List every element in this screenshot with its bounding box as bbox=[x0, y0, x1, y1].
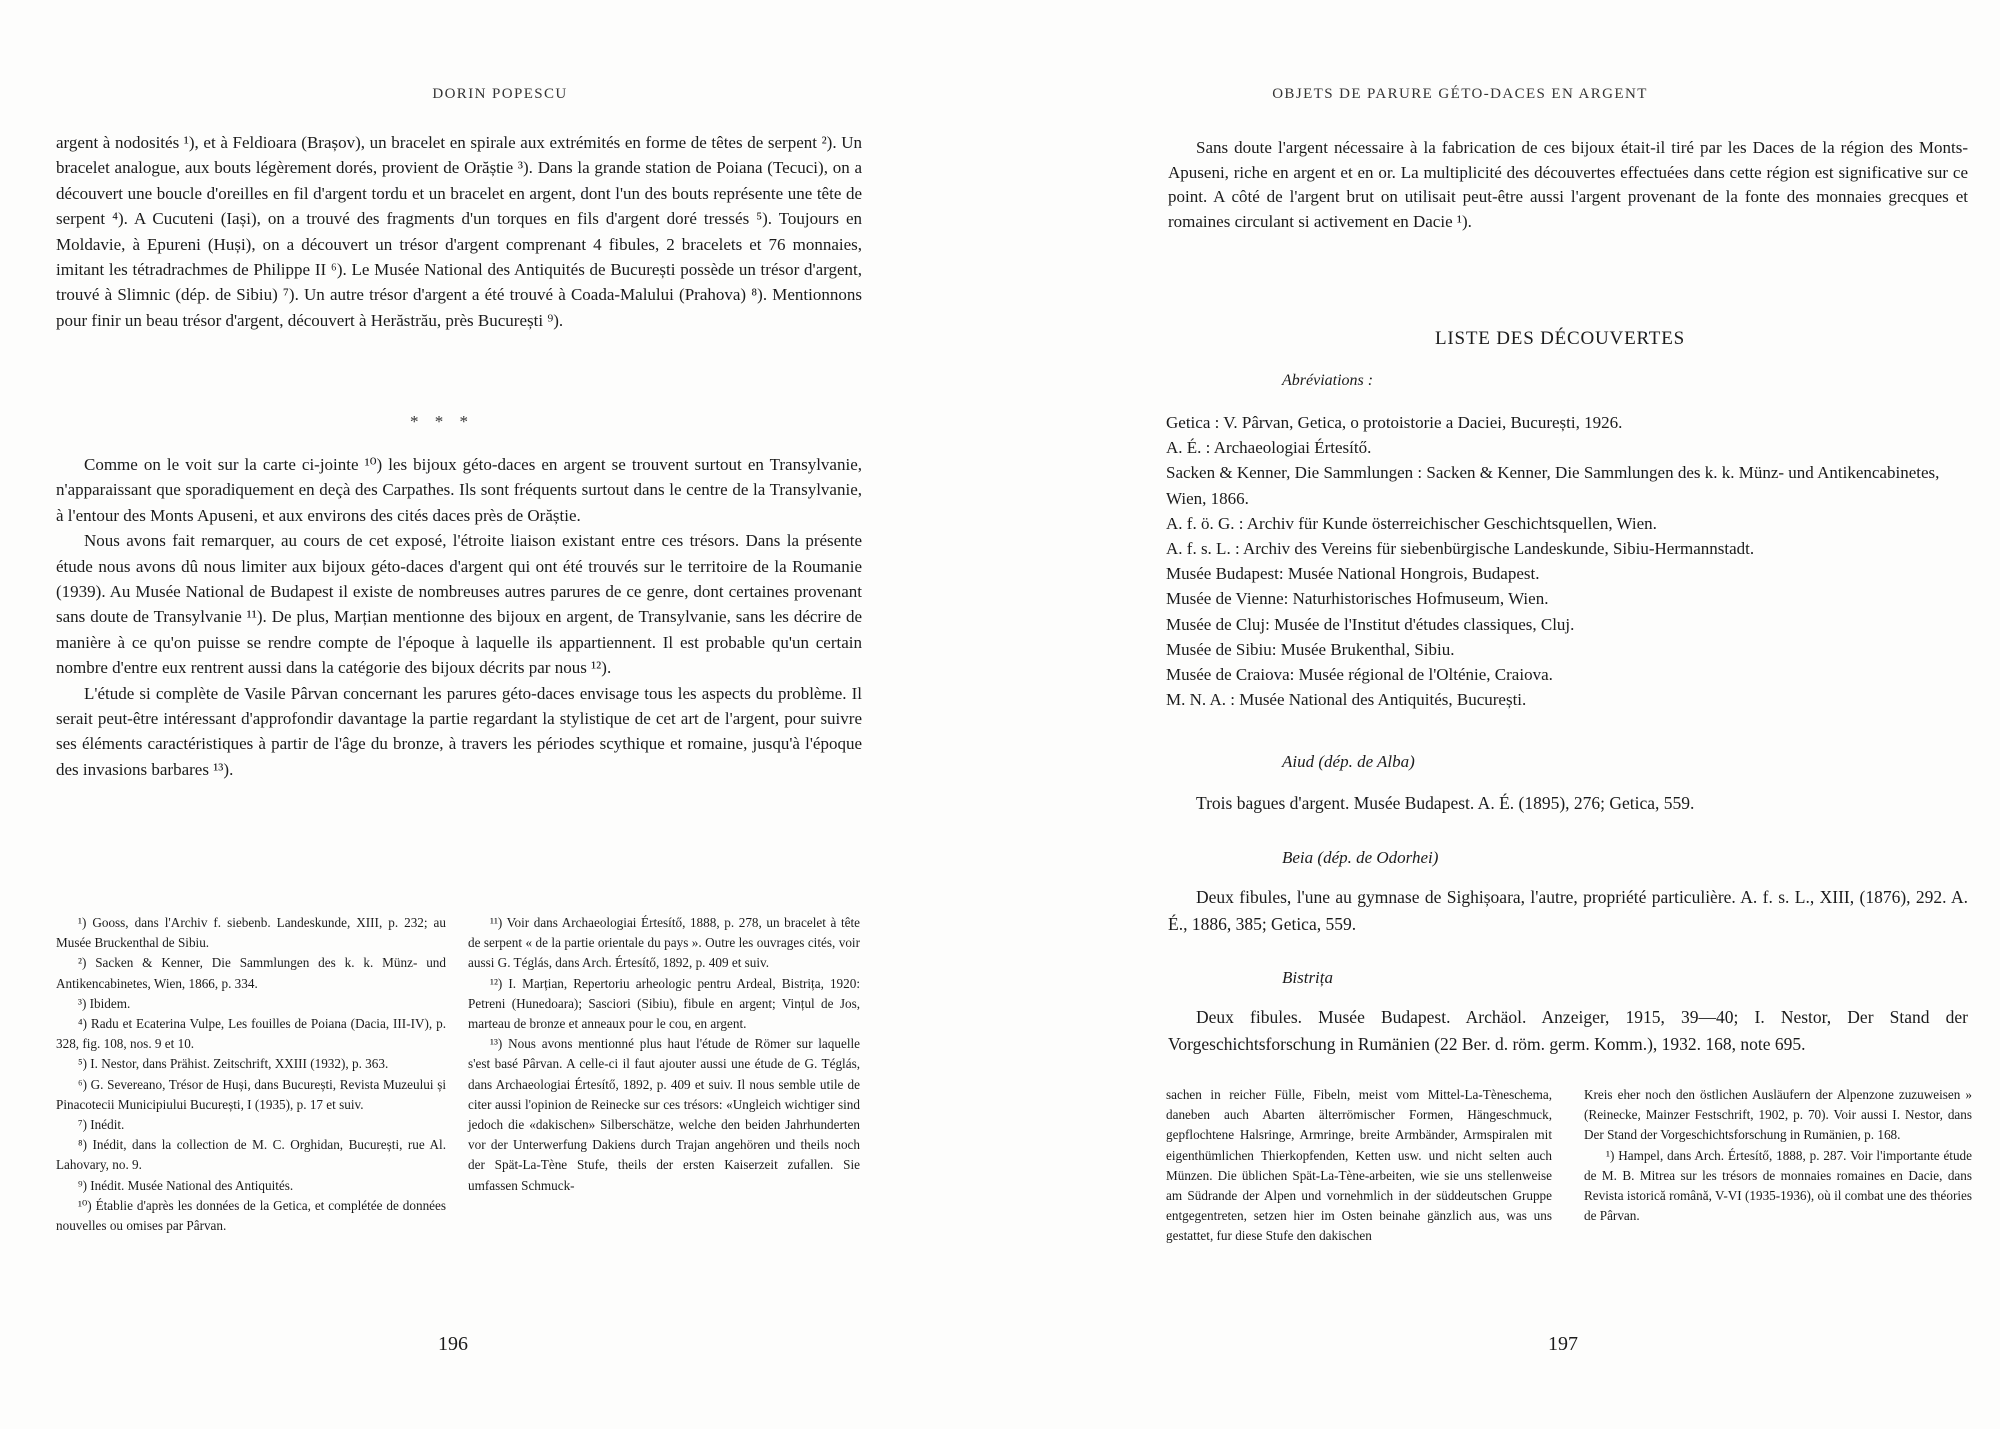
abbreviation-entry: Sacken & Kenner, Die Sammlungen : Sacken & Kenner, Die Sammlungen des k. k. Münz- und Antikencabinetes, Wien, 1866. bbox=[1166, 463, 1940, 508]
footnote: ⁹) Inédit. Musée National des Antiquités. bbox=[78, 1177, 294, 1193]
abbreviation-entry: Musée de Craiova: Musée régional de l'Olténie, Craiova. bbox=[1166, 665, 1553, 685]
footnotes-column-2 bbox=[468, 913, 860, 1196]
footnote: ¹) Hampel, dans Arch. Értesítő, 1888, p. 287. Voir l'importante étude de M. B. Mitrea sur les trésors de monnaies romaines en Dacie, dans Revista istorică română, V-VI (1935-1936), où il combat une des théories de Pârvan. bbox=[1584, 1147, 1972, 1224]
footnotes-column-2 bbox=[1584, 1085, 1972, 1226]
abbreviation-entry: Getica : V. Pârvan, Getica, o protoistorie a Daciei, București, 1926. bbox=[1166, 413, 1623, 432]
footnote: ¹¹) Voir dans Archaeologiai Értesítő, 1888, p. 278, un bracelet à tête de serpent « de la partie orientale du pays ». Outre les ouvrages cités, voir aussi G. Téglás, dans Arch. Értesítő, 1892, p. 409 et suiv. bbox=[468, 915, 860, 971]
site-heading: Beia (dép. de Odorhei) bbox=[1282, 848, 1439, 867]
site-heading: Aiud (dép. de Alba) bbox=[1282, 752, 1415, 771]
site-description: Trois bagues d'argent. Musée Budapest. A. É. (1895), 276; Getica, 559. bbox=[1196, 793, 1695, 813]
footnotes-column-1 bbox=[56, 913, 446, 1236]
abbreviation-entry: M. N. A. : Musée National des Antiquités, București. bbox=[1166, 690, 1527, 710]
footnote: ¹⁰) Établie d'après les données de la Getica, et complétée de données nouvelles ou omises par Pârvan. bbox=[56, 1197, 446, 1234]
abbreviation-entry: A. f. s. L. : Archiv des Vereins für siebenbürgische Landeskunde, Sibiu-Hermannstadt. bbox=[1166, 539, 1755, 559]
footnote: ⁵) I. Nestor, dans Prähist. Zeitschrift, XXIII (1932), p. 363. bbox=[78, 1056, 389, 1072]
footnotes-column-1 bbox=[1166, 1085, 1552, 1247]
footnote: ¹³) Nous avons mentionné plus haut l'étude de Römer sur laquelle s'est basé Pârvan. A celle-ci il faut ajouter aussi une étude de G. Téglás, dans Archaeologiai Értesítő, 1892, p. 409 et suiv. Il nous semble utile de citer aussi l'opinion de Reinecke sur ces trésors: «Ungleich wichtiger sind jedoch die «dakischen» Silberschätze, welche den beiden Jahrhunderten vor der Unterwerfung Dakiens durch Trajan angehören und theils noch der Spät-La-Tène Stufe, theils der ersten Kaiserzeit zufallen. Sie umfassen Schmuck- bbox=[468, 1036, 860, 1193]
abbreviation-entry: A. É. : Archaeologiai Értesítő. bbox=[1166, 438, 1372, 458]
abbreviation-entry: Musée de Cluj: Musée de l'Institut d'études classiques, Cluj. bbox=[1166, 614, 1575, 634]
running-head-author: DORIN POPESCU bbox=[432, 86, 568, 102]
footnote: ⁷) Inédit. bbox=[78, 1117, 125, 1133]
running-head-title: OBJETS DE PARURE GÉTO-DACES EN ARGENT bbox=[1272, 86, 1648, 102]
footnote: ²) Sacken & Kenner, Die Sammlungen des k. k. Münz- und Antikencabinetes, Wien, 1866, p. 334. bbox=[56, 955, 446, 991]
right-page bbox=[1000, 0, 2000, 1429]
footnote: ⁴) Radu et Ecaterina Vulpe, Les fouilles de Poiana (Dacia, III-IV), p. 328, fig. 108, nos. 9 et 10. bbox=[56, 1016, 446, 1052]
footnote: ¹²) I. Marțian, Repertoriu arheologic pentru Ardeal, Bistrița, 1920: Petreni (Hunedoara); Sasciori (Sibiu), fibule en argent; Vințul de Jos, marteau de bronze et anneaux pour le cou, en argent. bbox=[468, 975, 860, 1032]
abbreviations-list bbox=[1166, 410, 1972, 712]
footnote: ¹) Gooss, dans l'Archiv f. siebenb. Landeskunde, XIII, p. 232; au Musée Bruckenthal de Sibiu. bbox=[56, 915, 446, 951]
page-number: 196 bbox=[438, 1333, 468, 1355]
site-entry bbox=[1168, 1004, 1968, 1058]
abbreviations-heading: Abréviations : bbox=[1282, 372, 1374, 389]
right-intro-text bbox=[1168, 136, 1968, 234]
site-description: Deux fibules. Musée Budapest. Archäol. Anzeiger, 1915, 39—40; I. Nestor, Der Stand der Vorgeschichtsforschung in Rumänien (22 Ber. d. röm. germ. Komm.), 1932. 168, note 695. bbox=[1168, 1007, 1968, 1054]
footnote: ⁸) Inédit, dans la collection de M. C. Orghidan, București, rue Al. Lahovary, no. 9. bbox=[56, 1137, 446, 1173]
paragraph: L'étude si complète de Vasile Pârvan concernant les parures géto-daces envisage tous les aspects du problème. Il serait peut-être intéressant d'approfondir davantage la partie regardant la stylistique de cet art de l'argent, pour suivre ses éléments caractéristiques à partir de l'âge du bronze, à travers les périodes scythique et romaine, jusqu'à l'époque des invasions barbares ¹³). bbox=[56, 683, 862, 779]
section-title: LISTE DES DÉCOUVERTES bbox=[1435, 328, 1685, 349]
site-entry bbox=[1168, 790, 1968, 817]
paragraph: Nous avons fait remarquer, au cours de cet exposé, l'étroite liaison existant entre ces trésors. Dans la présente étude nous avons dû nous limiter aux bijoux géto-daces d'argent qui ont été trouvés sur le territoire de la Roumanie (1939). Au Musée National de Budapest il existe de nombreuses autres parures de ce genre, dont certaines provenant sans doute de Transylvanie ¹¹). De plus, Marțian mentionne des bijoux en argent, de Transylvanie, sans les décrire de manière à ce qu'on puisse se rendre compte de l'époque à laquelle ils appartiennent. Il est probable qu'un certain nombre d'entre eux rentrent aussi dans la catégorie des bijoux décrits par nous ¹²). bbox=[56, 531, 862, 678]
site-heading: Bistrița bbox=[1282, 968, 1334, 987]
abbreviation-entry: A. f. ö. G. : Archiv für Kunde österreichischer Geschichtsquellen, Wien. bbox=[1166, 513, 1657, 533]
site-description: Deux fibules, l'une au gymnase de Sighișoara, l'autre, propriété particulière. A. f. s. L., XIII, (1876), 292. A. É., 1886, 385; Getica, 559. bbox=[1168, 887, 1968, 934]
footnote-continuation: sachen in reicher Fülle, Fibeln, meist vom Mittel-La-Tèneschema, daneben auch Abarten älterrömischer Formen, Hängeschmuck, gepflochtene Halsringe, Armringe, breite Armbänder, Armspiralen mit eigenthümlichen Thierkopfenden, Ketten usw. und nicht selten auch Münzen. Die üblichen Spät-La-Tène-arbeiten, wie sie uns stellenweise am Südrande der Alpen und vornehmlich in der süddeutschen Gruppe entgegentreten, setzen hier im Osten beinahe gänzlich aus, was uns gestattet, fur diese Stufe den dakischen bbox=[1166, 1087, 1552, 1244]
abbreviation-entry: Musée de Vienne: Naturhistorisches Hofmuseum, Wien. bbox=[1166, 589, 1549, 609]
site-entry bbox=[1168, 884, 1968, 938]
abbreviation-entry: Musée de Sibiu: Musée Brukenthal, Sibiu. bbox=[1166, 639, 1455, 659]
paragraph: Sans doute l'argent nécessaire à la fabrication de ces bijoux était-il tiré par les Daces de la région des Monts-Apuseni, riche en argent et en or. La multiplicité des découvertes effectuées dans cette région est significative sur ce point. A côté de l'argent brut on utilisait peut-être aussi l'argent provenant de la fonte des monnaies grecques et romaines circulant si activement en Dacie ¹). bbox=[1168, 138, 1968, 231]
page-number: 197 bbox=[1548, 1333, 1578, 1355]
abbreviation-entry: Musée Budapest: Musée National Hongrois, Budapest. bbox=[1166, 564, 1540, 584]
footnote: ³) Ibidem. bbox=[78, 995, 131, 1011]
left-body-text bbox=[56, 130, 862, 333]
paragraph: argent à nodosités ¹), et à Feldioara (Brașov), un bracelet en spirale aux extrémités en forme de têtes de serpent ²). Un bracelet analogue, aux bouts légèrement dorés, provient de Orăștie ³). Dans la grande station de Poiana (Tecuci), on a découvert une boucle d'oreilles en fil d'argent tordu et un bracelet en argent, dont l'un des bouts représente une tête de serpent ⁴). A Cucuteni (Iași), on a trouvé des fragments d'un torques en fils d'argent doré tressés ⁵). Toujours en Moldavie, à Epureni (Huși), on a découvert un trésor d'argent comprenant 4 fibules, 2 bracelets et 76 monnaies, imitant les tétradrachmes de Philippe II ⁶). Le Musée National des Antiquités de București possède un trésor d'argent, trouvé à Slimnic (dép. de Sibiu) ⁷). Un autre trésor d'argent a été trouvé à Coada-Malului (Prahova) ⁸). Mentionnons pour finir un beau trésor d'argent, découvert à Herăstrău, près București ⁹). bbox=[56, 133, 862, 330]
left-body-text-continued bbox=[56, 452, 862, 782]
footnote-continuation: Kreis eher noch den östlichen Ausläufern der Alpenzone zuzuweisen » (Reinecke, Mainzer Festschrift, 1902, p. 70). Voir aussi I. Nestor, dans Der Stand der Vorgeschichtsforschung in Rumänien, p. 168. bbox=[1584, 1087, 1972, 1143]
paragraph: Comme on le voit sur la carte ci-jointe ¹⁰) les bijoux géto-daces en argent se trouvent surtout en Transylvanie, n'apparaissant que sporadiquement en deçà des Carpathes. Ils sont fréquents surtout dans le centre de la Transylvanie, à l'entour des Monts Apuseni, et aux environs des cités daces près de Orăștie. bbox=[56, 455, 862, 525]
footnote: ⁶) G. Severeano, Trésor de Huși, dans București, Revista Muzeului și Pinacotecii Municipiului București, I (1935), p. 17 et suiv. bbox=[56, 1076, 446, 1112]
section-break-asterism: * * * bbox=[410, 412, 474, 431]
